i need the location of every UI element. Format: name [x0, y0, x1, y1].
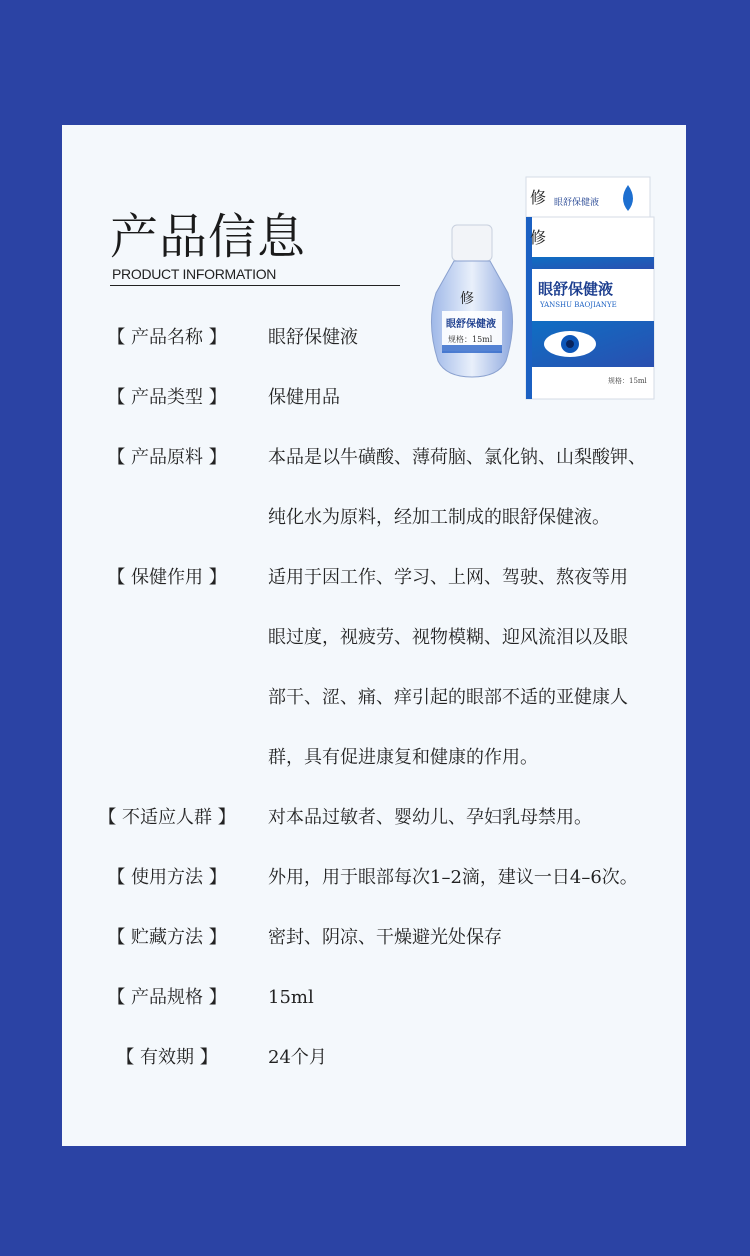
row-label: 【 产品原料 】	[107, 447, 227, 468]
box-tab-brand-logo: 修	[530, 188, 547, 207]
row-value-line: 群，具有促进康复和健康的作用。	[268, 747, 538, 768]
row-value-line: 眼过度，视疲劳、视物模糊、迎风流泪以及眼	[268, 627, 628, 648]
page-subtitle: PRODUCT INFORMATION	[112, 266, 277, 282]
row-value-line: 眼舒保健液	[268, 327, 358, 348]
row-label: 【 产品类型 】	[107, 387, 227, 408]
box-title: 眼舒保健液	[538, 280, 614, 298]
box-spec: 规格：15ml	[608, 377, 647, 385]
row-value-line: 24个月	[268, 1047, 327, 1068]
product-info-card	[62, 125, 686, 1146]
title-divider	[110, 285, 400, 286]
row-label: 【 不适应人群 】	[98, 807, 236, 828]
row-label: 【 保健作用 】	[107, 567, 227, 588]
row-value-line: 15ml	[268, 987, 314, 1008]
row-value-line: 部干、涩、痛、痒引起的眼部不适的亚健康人	[268, 687, 628, 708]
box-brand-logo: 修	[530, 228, 547, 247]
row-value-line: 本品是以牛磺酸、薄荷脑、氯化钠、山梨酸钾、	[268, 447, 646, 468]
row-value-line: 保健用品	[268, 387, 340, 408]
row-label: 【 贮藏方法 】	[107, 927, 227, 948]
box-pinyin: YANSHU BAOJIANYE	[540, 301, 617, 309]
row-label: 【 使用方法 】	[107, 867, 227, 888]
bottle-label: 眼舒保健液	[446, 319, 496, 330]
product-image	[402, 173, 662, 403]
row-label: 【 有效期 】	[116, 1047, 218, 1068]
bottle-brand-logo: 修	[460, 291, 474, 307]
page-title: 产品信息	[110, 209, 307, 265]
bottle-spec: 规格：15ml	[448, 335, 493, 344]
row-value-line: 密封、阴凉、干燥避光处保存	[268, 927, 502, 948]
row-value-line: 纯化水为原料，经加工制成的眼舒保健液。	[268, 507, 610, 528]
row-value-line: 对本品过敏者、婴幼儿、孕妇乳母禁用。	[268, 807, 592, 828]
row-label: 【 产品名称 】	[107, 327, 227, 348]
box-tab-title: 眼舒保健液	[554, 198, 600, 208]
row-label: 【 产品规格 】	[107, 987, 227, 1008]
row-value-line: 外用，用于眼部每次1–2滴，建议一日4–6次。	[268, 867, 638, 888]
row-value-line: 适用于因工作、学习、上网、驾驶、熬夜等用	[268, 567, 628, 588]
